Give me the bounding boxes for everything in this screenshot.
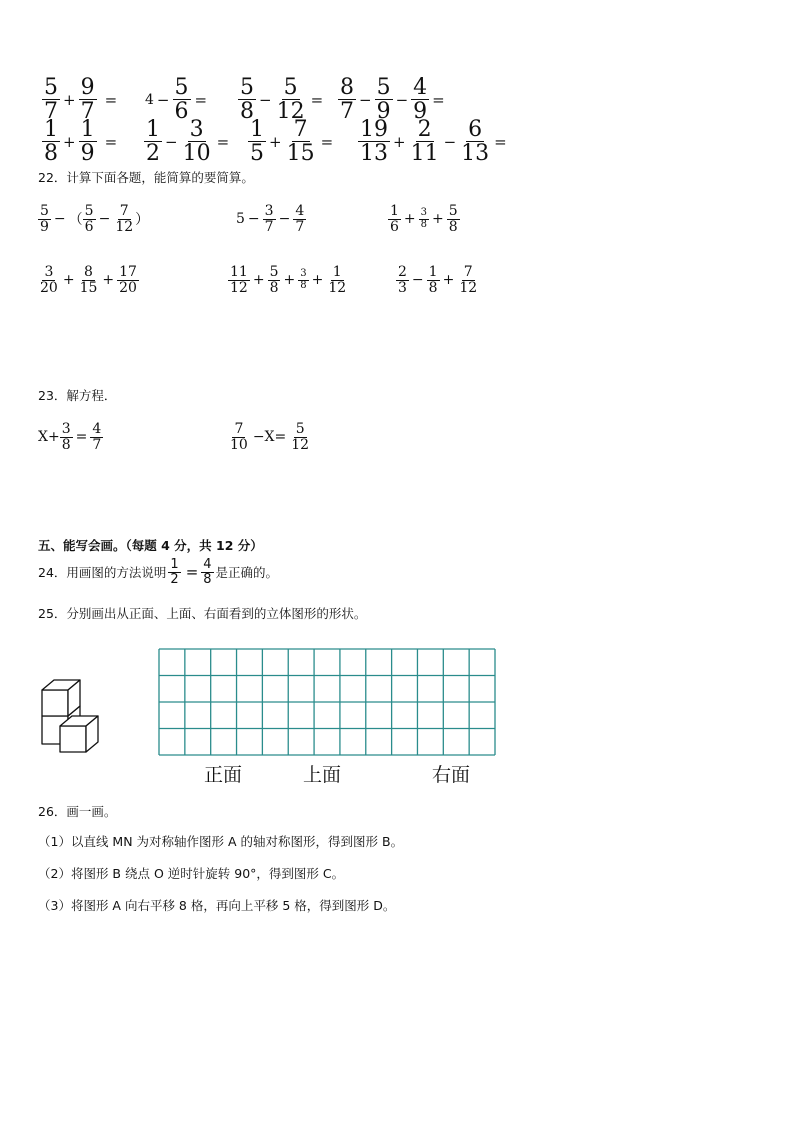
exercise-r2-4: $\frac{19}{13}$ + $\frac{2}{11}$ − $\frac{6}{13}$ = xyxy=(360,117,507,167)
q22-expr-5: $\frac{11}{12}$ + $\frac{5}{8}$ + $\frac{3}{8}$ + $\frac{1}{12}$ xyxy=(230,264,347,296)
q22-title: 22．计算下面各题，能简算的要简算。 xyxy=(38,170,254,185)
label-right-view: 右面 xyxy=(432,764,471,786)
label-top-view: 上面 xyxy=(303,764,342,786)
q26-title: 26．画一画。 xyxy=(38,804,117,819)
section5-title: 五、能写会画。（每题 4 分，共 12 分） xyxy=(38,538,263,553)
label-front-view: 正面 xyxy=(204,764,243,786)
q26-item-3: （3）将图形 A 向右平移 8 格，再向上平移 5 格，得到图形 D。 xyxy=(38,898,396,913)
q23-title: 23．解方程． xyxy=(38,388,117,403)
exercise-r1-4: $\frac{8}{7}$ − $\frac{5}{9}$ − $\frac{4}{9}$ = xyxy=(340,75,445,125)
q26-item-2: （2）将图形 B 绕点 O 逆时针旋转 90°，得到图形 C。 xyxy=(38,866,345,881)
q25-title: 25．分别画出从正面、上面、右面看到的立体图形的形状。 xyxy=(38,606,367,621)
exercise-r2-1: $\frac{1}{8}$ + $\frac{1}{9}$ = xyxy=(44,117,118,167)
exercise-r1-1: $\frac{5}{7}$ + $\frac{9}{7}$ = xyxy=(44,75,118,125)
q26-item-1: （1）以直线 MN 为对称轴作图形 A 的轴对称图形，得到图形 B。 xyxy=(38,834,404,849)
q22-expr-1: $\frac{5}{9}$ − （ $\frac{5}{6}$ − $\frac{7}{12}$ ） xyxy=(40,203,150,235)
q22-expr-3: $\frac{1}{6}$ + $\frac{3}{8}$ + $\frac{5}{8}$ xyxy=(390,203,458,235)
cube-stack-figure xyxy=(40,676,112,756)
q22-expr-2: 5 − $\frac{3}{7}$ − $\frac{4}{7}$ xyxy=(236,203,305,235)
exercise-r1-2: 4 − $\frac{5}{6}$ = xyxy=(145,75,208,125)
exercise-r2-2: $\frac{1}{2}$ − $\frac{3}{10}$ = xyxy=(146,117,230,167)
q22-expr-6: $\frac{2}{3}$ − $\frac{1}{8}$ + $\frac{7}{12}$ xyxy=(398,264,478,296)
exercise-r1-3: $\frac{5}{8}$ − $\frac{5}{12}$ = xyxy=(240,75,324,125)
q23-equation-2: $\frac{7}{10}$ −X= $\frac{5}{12}$ xyxy=(230,421,310,453)
q24-text: 24．用画图的方法说明 $\frac{1}{2}$ = $\frac{4}{8}$ 是正确的。 xyxy=(38,557,279,587)
exercise-r2-3: $\frac{1}{5}$ + $\frac{7}{15}$ = xyxy=(250,117,334,167)
drawing-grid[interactable] xyxy=(158,648,496,756)
q23-equation-1: X+ $\frac{3}{8}$ = $\frac{4}{7}$ xyxy=(38,421,102,453)
q22-expr-4: $\frac{3}{20}$ + $\frac{8}{15}$ + $\frac{17}{20}$ xyxy=(40,264,137,296)
